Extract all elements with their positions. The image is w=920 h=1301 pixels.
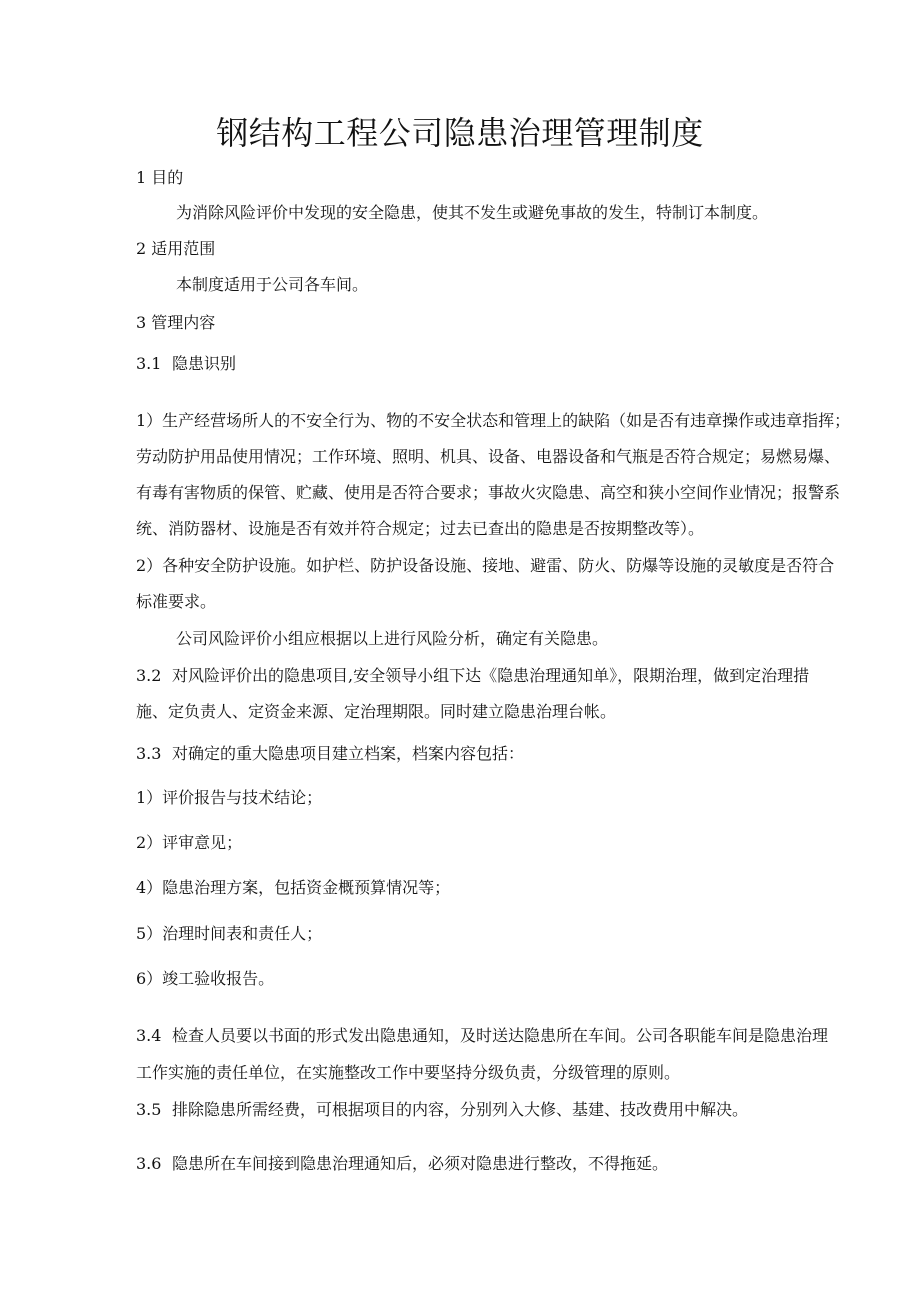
paragraph-line: 施、定负责人、定资金来源、定治理期限。同时建立隐患治理台帐。: [136, 702, 617, 721]
subsection-3-1-heading: [136, 352, 236, 376]
subsection-text: 隐患所在车间接到隐患治理通知后，必须对隐患进行整改，不得拖延。: [172, 1154, 669, 1173]
subsection-number: 3.3: [136, 744, 162, 763]
list-item: 4）隐患治理方案，包括资金概预算情况等；: [136, 878, 451, 897]
subsection-number: 3.6: [136, 1154, 162, 1173]
section-1-text: 为消除风险评价中发现的安全隐患，使其不发生或避免事故的发生，特制订本制度。: [176, 203, 769, 222]
paragraph-line: 2）各种安全防护设施。如护栏、防护设备设施、接地、避雷、防火、防爆等设施的灵敏度是否符合: [136, 556, 835, 575]
subsection-3-5-line: [136, 1098, 748, 1122]
subsection-text: 排除隐患所需经费，可根据项目的内容，分别列入大修、基建、技改费用中解决。: [172, 1100, 749, 1119]
list-item: 2）评审意见；: [136, 833, 243, 852]
paragraph-line: 有毒有害物质的保管、贮藏、使用是否符合要求；事故火灾隐患、高空和狭小空间作业情况；报警系: [136, 483, 841, 502]
paragraph-line: 公司风险评价小组应根据以上进行风险分析，确定有关隐患。: [176, 629, 609, 648]
document-title: 钢结构工程公司隐患治理管理制度: [216, 114, 704, 152]
section-2-heading: 2 适用范围: [136, 239, 216, 258]
paragraph-line: 统、消防器材、设施是否有效并符合规定；过去已查出的隐患是否按期整改等）。: [136, 519, 705, 538]
subsection-number: 3.2: [136, 666, 162, 685]
subsection-text: 对风险评价出的隐患项目,安全领导小组下达《隐患治理通知单》，限期治理，做到定治理措: [172, 666, 810, 685]
subsection-title: 隐患识别: [172, 354, 237, 373]
list-item: 1）评价报告与技术结论；: [136, 788, 323, 807]
subsection-3-4-line: [136, 1024, 828, 1048]
subsection-3-2-line: [136, 664, 809, 688]
subsection-text: 检查人员要以书面的形式发出隐患通知，及时送达隐患所在车间。公司各职能车间是隐患治理: [172, 1026, 829, 1045]
section-1-heading: 1 目的: [136, 168, 184, 187]
section-2-text: 本制度适用于公司各车间。: [176, 275, 369, 294]
paragraph-line: 劳动防护用品使用情况；工作环境、照明、机具、设备、电器设备和气瓶是否符合规定；易燃易爆、: [136, 447, 841, 466]
paragraph-line: 标准要求。: [136, 592, 217, 611]
list-item: 6）竣工验收报告。: [136, 969, 275, 988]
subsection-number: 3.5: [136, 1100, 162, 1119]
paragraph-line: 工作实施的责任单位，在实施整改工作中要坚持分级负责，分级管理的原则。: [136, 1063, 681, 1082]
subsection-3-3-line: [136, 742, 524, 766]
list-item: 5）治理时间表和责任人；: [136, 924, 323, 943]
paragraph-line: 1）生产经营场所人的不安全行为、物的不安全状态和管理上的缺陷（如是否有违章操作或违章指挥；: [136, 411, 851, 430]
section-3-heading: 3 管理内容: [136, 313, 216, 332]
subsection-3-6-line: [136, 1152, 668, 1176]
subsection-number: 3.1: [136, 354, 162, 373]
subsection-number: 3.4: [136, 1026, 162, 1045]
subsection-text: 对确定的重大隐患项目建立档案，档案内容包括：: [172, 744, 525, 763]
